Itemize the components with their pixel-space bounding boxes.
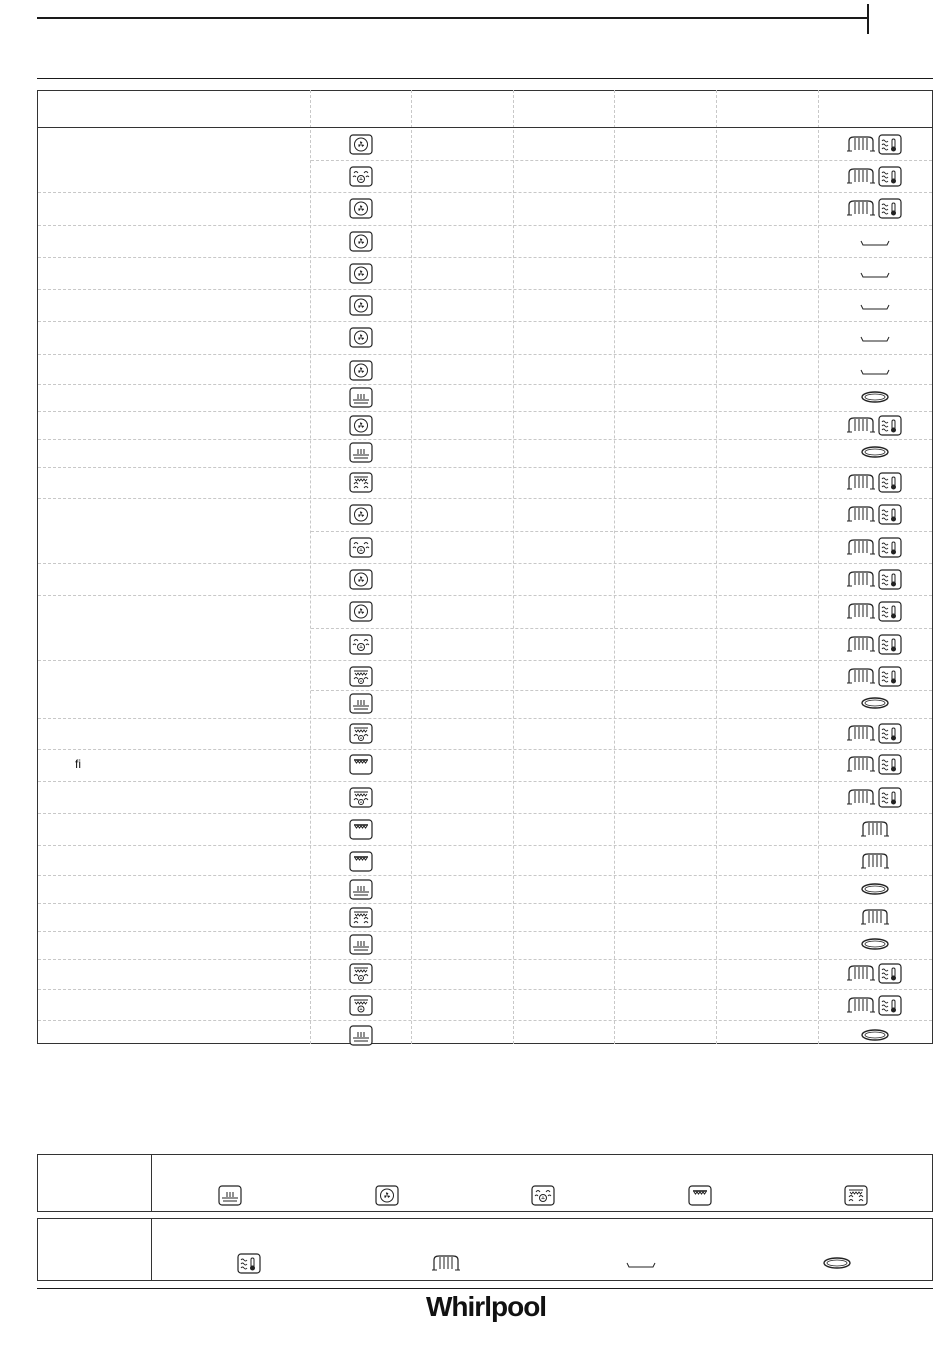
table-row-divider: [38, 563, 932, 564]
accessory-rack-icon: [846, 634, 876, 654]
accessory-rack-icon: [860, 907, 890, 927]
table-row-divider: [38, 354, 932, 355]
accessory-rack-icon: [846, 787, 876, 807]
function-fan-icon: [349, 360, 373, 381]
legend-fan-icon: [375, 1185, 399, 1206]
table-row-divider: [38, 467, 932, 468]
function-turbogrill-icon: [349, 963, 373, 984]
function-fan-icon: [349, 231, 373, 252]
function-fan-icon: [349, 263, 373, 284]
function-convect-icon: [349, 166, 373, 187]
function-fan-icon: [349, 569, 373, 590]
legend-drip-icon: [237, 1253, 261, 1274]
function-fan-icon: [349, 415, 373, 436]
legend-rack-icon: [431, 1253, 461, 1273]
function-fan-icon: [349, 504, 373, 525]
accessory-plate-icon: [860, 387, 890, 407]
cooking-table: [37, 90, 933, 1044]
function-grillfan-icon: [349, 472, 373, 493]
table-row-divider: [38, 718, 932, 719]
table-row-divider: [38, 660, 932, 661]
table-row-divider: [38, 903, 932, 904]
function-fanbottom-icon: [349, 995, 373, 1016]
function-turbogrill-icon: [349, 666, 373, 687]
accessory-plate-icon: [860, 1025, 890, 1045]
accessory-drip-icon: [878, 537, 902, 558]
accessory-drip-icon: [878, 134, 902, 155]
table-row-divider: [38, 749, 932, 750]
function-fan-icon: [349, 601, 373, 622]
accessory-drip-icon: [878, 723, 902, 744]
accessory-drip-icon: [878, 198, 902, 219]
header-tick: [867, 4, 869, 34]
function-grill-icon: [349, 819, 373, 840]
table-row-divider: [38, 595, 932, 596]
column-divider: [411, 90, 412, 1044]
table-row-divider: [38, 989, 932, 990]
function-convect-icon: [349, 537, 373, 558]
function-fan-icon: [349, 134, 373, 155]
accessory-drip-icon: [878, 666, 902, 687]
table-row-divider: [38, 192, 932, 193]
table-row-divider: [38, 498, 932, 499]
accessory-tray-icon: [860, 235, 890, 247]
accessory-drip-icon: [878, 504, 902, 525]
accessory-drip-icon: [878, 166, 902, 187]
accessory-rack-icon: [846, 666, 876, 686]
accessory-drip-icon: [878, 634, 902, 655]
accessory-plate-icon: [860, 442, 890, 462]
accessory-plate-icon: [860, 934, 890, 954]
table-row-divider: [311, 531, 932, 532]
accessory-drip-icon: [878, 963, 902, 984]
accessory-rack-icon: [846, 995, 876, 1015]
legend-grill-icon: [688, 1185, 712, 1206]
column-divider: [716, 90, 717, 1044]
legend-functions: [37, 1154, 933, 1212]
table-row-divider: [38, 1020, 932, 1021]
accessory-rack-icon: [860, 851, 890, 871]
accessory-drip-icon: [878, 601, 902, 622]
accessory-rack-icon: [846, 723, 876, 743]
function-static-icon: [349, 387, 373, 408]
accessory-drip-icon: [878, 995, 902, 1016]
accessory-drip-icon: [878, 754, 902, 775]
accessory-rack-icon: [846, 198, 876, 218]
function-static-icon: [349, 1025, 373, 1046]
legend-functions-label: [38, 1155, 152, 1211]
accessory-plate-icon: [860, 879, 890, 899]
section-rule: [37, 78, 933, 79]
accessory-rack-icon: [860, 819, 890, 839]
table-row-divider: [38, 439, 932, 440]
table-row-divider: [38, 845, 932, 846]
accessory-drip-icon: [878, 569, 902, 590]
table-row-divider: [38, 321, 932, 322]
legend-static-icon: [218, 1185, 242, 1206]
table-row-divider: [38, 411, 932, 412]
accessory-drip-icon: [878, 787, 902, 808]
table-row-divider: [38, 875, 932, 876]
function-grillfan-icon: [349, 907, 373, 928]
function-static-icon: [349, 879, 373, 900]
table-row-divider: [38, 257, 932, 258]
function-fan-icon: [349, 327, 373, 348]
column-divider: [614, 90, 615, 1044]
legend-accessories: [37, 1218, 933, 1281]
function-static-icon: [349, 934, 373, 955]
accessory-rack-icon: [846, 472, 876, 492]
legend-tray-icon: [626, 1257, 656, 1269]
accessory-rack-icon: [846, 569, 876, 589]
column-divider: [310, 90, 311, 1044]
function-fan-icon: [349, 295, 373, 316]
table-row-divider: [38, 959, 932, 960]
function-turbogrill-icon: [349, 787, 373, 808]
function-static-icon: [349, 442, 373, 463]
legend-grillfan-icon: [844, 1185, 868, 1206]
accessory-rack-icon: [846, 963, 876, 983]
accessory-tray-icon: [860, 364, 890, 376]
table-row-divider: [38, 931, 932, 932]
accessory-rack-icon: [846, 601, 876, 621]
footer-rule: [37, 1288, 933, 1289]
accessory-drip-icon: [878, 415, 902, 436]
table-row-divider: [38, 225, 932, 226]
accessory-rack-icon: [846, 166, 876, 186]
table-row-divider: [311, 628, 932, 629]
table-row-divider: [38, 781, 932, 782]
table-row-divider: [38, 384, 932, 385]
accessory-rack-icon: [846, 134, 876, 154]
column-divider: [818, 90, 819, 1044]
function-turbogrill-icon: [349, 723, 373, 744]
header-rule: [37, 17, 868, 19]
accessory-tray-icon: [860, 299, 890, 311]
table-row-divider: [38, 289, 932, 290]
whirlpool-logo: Whirlpool: [426, 1291, 547, 1322]
column-divider: [513, 90, 514, 1044]
row-note: fi: [75, 757, 81, 771]
function-grill-icon: [349, 754, 373, 775]
accessory-rack-icon: [846, 504, 876, 524]
legend-accessories-label: [38, 1219, 152, 1280]
accessory-drip-icon: [878, 472, 902, 493]
header-divider: [38, 127, 932, 128]
accessory-tray-icon: [860, 331, 890, 343]
function-grill-icon: [349, 851, 373, 872]
table-row-divider: [311, 160, 932, 161]
function-static-icon: [349, 693, 373, 714]
legend-convect-icon: [531, 1185, 555, 1206]
table-row-divider: [38, 813, 932, 814]
legend-plate-icon: [822, 1253, 852, 1273]
accessory-rack-icon: [846, 754, 876, 774]
accessory-plate-icon: [860, 693, 890, 713]
accessory-rack-icon: [846, 537, 876, 557]
table-row-divider: [311, 690, 932, 691]
accessory-tray-icon: [860, 267, 890, 279]
function-fan-icon: [349, 198, 373, 219]
accessory-rack-icon: [846, 415, 876, 435]
function-convect-icon: [349, 634, 373, 655]
